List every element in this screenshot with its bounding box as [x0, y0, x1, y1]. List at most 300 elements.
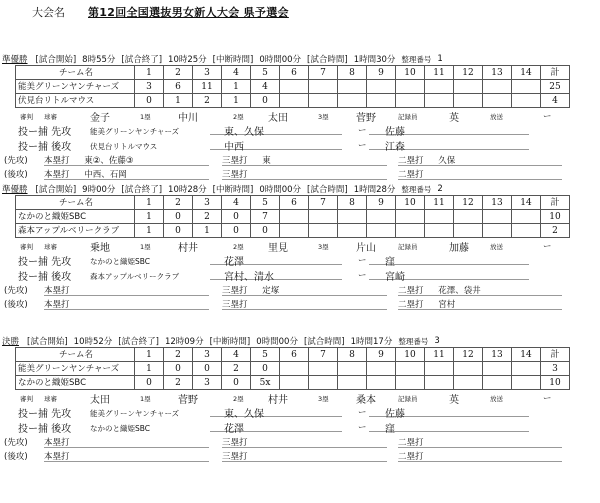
third-base-umpire: 片山 — [356, 243, 376, 254]
inning-score: 1 — [222, 94, 251, 108]
recorder-label: 記録員 — [398, 395, 418, 403]
double-players: 宮村 — [438, 300, 456, 310]
interrupt-time: 0時間00分 — [256, 337, 298, 347]
inning-score — [483, 224, 512, 238]
total-score: 3 — [541, 362, 570, 376]
end-time: 12時09分 — [164, 337, 204, 347]
triple-label: 三塁打 — [222, 170, 248, 180]
inning-score — [512, 94, 541, 108]
inning-score: 7 — [251, 210, 280, 224]
inning-score: 5x — [251, 376, 280, 390]
inning-score — [483, 80, 512, 94]
total-score: 25 — [541, 80, 570, 94]
duration-time: 1時間28分 — [353, 185, 396, 195]
battery-label: 投ー捕 先攻 — [18, 127, 72, 138]
second-base-label: 2塁 — [233, 395, 244, 403]
side-label: (先攻) — [4, 438, 28, 448]
home-run-field — [44, 436, 209, 448]
inning-header: 3 — [193, 66, 222, 80]
second-base-umpire: 里見 — [268, 243, 288, 254]
inning-header: 14 — [512, 196, 541, 210]
inning-score — [338, 362, 367, 376]
inning-score — [425, 224, 454, 238]
inning-score: 0 — [251, 224, 280, 238]
first-base-umpire: 菅野 — [178, 395, 198, 406]
inning-header: 11 — [425, 196, 454, 210]
home-run-field — [44, 298, 209, 310]
third-base-label: 3塁 — [318, 243, 329, 251]
home-run-field — [44, 450, 209, 462]
plate-umpire: 乗地 — [90, 243, 110, 254]
inning-score — [280, 376, 309, 390]
home-run-label: 本塁打 — [44, 170, 70, 180]
serial-number: 1 — [437, 54, 443, 64]
inning-score — [338, 210, 367, 224]
umpire-row — [0, 240, 600, 252]
broadcast-label: 放送 — [490, 395, 503, 403]
inning-header: 10 — [396, 196, 425, 210]
inning-score — [454, 80, 483, 94]
battery-row — [0, 254, 600, 266]
side-label: (先攻) — [4, 286, 28, 296]
hits-row — [0, 298, 600, 310]
first-base-label: 1塁 — [140, 243, 151, 251]
hits-row — [0, 168, 600, 180]
battery-row — [0, 269, 600, 281]
serial-label: 整理番号 — [398, 336, 429, 346]
pitchers: 宮村、清水 — [210, 268, 342, 280]
umpire-label: 審判 — [20, 243, 33, 251]
first-base-label: 1塁 — [140, 395, 151, 403]
recorder-name: 英 — [449, 113, 459, 124]
inning-header: 8 — [338, 196, 367, 210]
home-run-label: 本塁打 — [44, 156, 70, 166]
inning-score — [367, 376, 396, 390]
inning-score — [338, 94, 367, 108]
inning-header: 14 — [512, 66, 541, 80]
battery-dash: ー — [358, 126, 367, 136]
inning-score — [512, 210, 541, 224]
interrupt-time: 0時間00分 — [259, 55, 302, 65]
inning-score — [512, 80, 541, 94]
home-run-label: 本塁打 — [44, 300, 70, 310]
inning-header: 5 — [251, 348, 280, 362]
total-header: 計 — [541, 196, 570, 210]
inning-score: 1 — [135, 224, 164, 238]
scoreboard — [15, 65, 570, 108]
document-title — [32, 4, 289, 22]
double-field — [398, 298, 562, 310]
total-score: 10 — [541, 210, 570, 224]
scoreboard — [15, 195, 570, 238]
hits-row — [0, 284, 600, 296]
end-label: [試合終了] — [118, 337, 159, 347]
inning-header: 10 — [396, 348, 425, 362]
double-field — [398, 284, 562, 296]
catcher: 江森 — [369, 138, 529, 150]
inning-header: 13 — [483, 196, 512, 210]
team-name: 森本アップルベリークラブ — [16, 224, 135, 238]
inning-score — [338, 80, 367, 94]
broadcast-label: 放送 — [490, 113, 503, 121]
serial-number: 3 — [434, 336, 440, 346]
inning-score — [338, 376, 367, 390]
inning-header: 1 — [135, 196, 164, 210]
inning-header: 10 — [396, 66, 425, 80]
recorder-name: 加藤 — [449, 243, 469, 254]
triple-label: 三塁打 — [222, 300, 248, 310]
inning-score — [483, 362, 512, 376]
inning-score: 0 — [164, 224, 193, 238]
battery-label: 投ー捕 後攻 — [18, 424, 72, 435]
duration-label: [試合時間] — [307, 55, 348, 65]
inning-score — [454, 210, 483, 224]
inning-score — [454, 376, 483, 390]
double-label: 二塁打 — [398, 300, 424, 310]
triple-field — [222, 168, 387, 180]
inning-header: 11 — [425, 66, 454, 80]
game-block — [0, 335, 600, 475]
scoreboard-header-row — [16, 196, 570, 210]
battery-row — [0, 421, 600, 433]
plate-umpire: 太田 — [90, 395, 110, 406]
triple-field — [222, 298, 387, 310]
team-score-row — [16, 376, 570, 390]
start-time: 8時55分 — [82, 55, 116, 65]
inning-score — [396, 376, 425, 390]
inning-header: 13 — [483, 66, 512, 80]
game-header — [2, 335, 446, 347]
home-run-field — [44, 154, 209, 166]
broadcast-name: ー — [543, 394, 552, 404]
inning-header: 2 — [164, 66, 193, 80]
third-base-umpire: 菅野 — [356, 113, 376, 124]
battery-team: 能美グリーンヤンチャーズ — [90, 409, 180, 418]
inning-score: 1 — [222, 80, 251, 94]
team-name: 伏見台リトルマウス — [16, 94, 135, 108]
inning-score — [454, 224, 483, 238]
triple-field — [222, 436, 387, 448]
battery-team: 能美グリーンヤンチャーズ — [90, 127, 180, 136]
triple-field — [222, 450, 387, 462]
interrupt-label: [中断時間] — [209, 337, 251, 347]
inning-score — [280, 362, 309, 376]
battery-dash: ー — [358, 256, 367, 266]
plate-label: 球審 — [44, 113, 57, 121]
hits-row — [0, 154, 600, 166]
inning-score: 1 — [135, 362, 164, 376]
double-label: 二塁打 — [398, 438, 424, 448]
double-field — [398, 168, 562, 180]
umpire-label: 審判 — [20, 395, 33, 403]
home-run-label: 本塁打 — [44, 438, 70, 448]
inning-header: 9 — [367, 196, 396, 210]
second-base-umpire: 村井 — [268, 395, 288, 406]
game-round: 準優勝 — [2, 185, 28, 195]
plate-label: 球審 — [44, 243, 57, 251]
battery-row — [0, 406, 600, 418]
inning-score: 0 — [193, 362, 222, 376]
inning-score: 4 — [251, 80, 280, 94]
pitchers: 東、久保 — [210, 123, 342, 135]
inning-score — [425, 376, 454, 390]
serial-label: 整理番号 — [401, 184, 432, 194]
home-run-field — [44, 168, 209, 180]
catcher: 窪 — [369, 253, 529, 265]
inning-score: 11 — [193, 80, 222, 94]
inning-score: 2 — [193, 94, 222, 108]
inning-score — [483, 376, 512, 390]
hits-row — [0, 436, 600, 448]
inning-header: 11 — [425, 348, 454, 362]
battery-label: 投ー捕 先攻 — [18, 409, 72, 420]
second-base-label: 2塁 — [233, 113, 244, 121]
pitchers: 中西 — [210, 138, 342, 150]
inning-header: 3 — [193, 196, 222, 210]
inning-header: 6 — [280, 66, 309, 80]
double-field — [398, 450, 562, 462]
umpire-row — [0, 110, 600, 122]
catcher: 佐藤 — [369, 123, 529, 135]
start-label: [試合開始] — [35, 55, 77, 65]
inning-header: 7 — [309, 196, 338, 210]
inning-header: 13 — [483, 348, 512, 362]
total-header: 計 — [541, 348, 570, 362]
inning-score: 1 — [135, 210, 164, 224]
double-label: 二塁打 — [398, 286, 424, 296]
battery-dash: ー — [358, 423, 367, 433]
inning-header: 5 — [251, 196, 280, 210]
game-header — [2, 53, 449, 65]
battery-dash: ー — [358, 271, 367, 281]
inning-header: 7 — [309, 348, 338, 362]
inning-header: 4 — [222, 66, 251, 80]
home-run-players: 中西、石岡 — [84, 170, 127, 180]
home-run-players: 東②、佐藤③ — [84, 156, 134, 166]
inning-header: 9 — [367, 348, 396, 362]
recorder-name: 英 — [449, 395, 459, 406]
team-score-row — [16, 210, 570, 224]
inning-header: 4 — [222, 348, 251, 362]
battery-row — [0, 124, 600, 136]
scoreboard-header-row — [16, 66, 570, 80]
inning-score — [512, 376, 541, 390]
plate-umpire: 金子 — [90, 113, 110, 124]
battery-team: なかのと織姫SBC — [90, 257, 151, 266]
team-score-row — [16, 362, 570, 376]
triple-label: 三塁打 — [222, 156, 248, 166]
triple-players: 東 — [262, 156, 271, 166]
double-players: 花澤、袋井 — [438, 286, 481, 296]
double-players: 久保 — [438, 156, 456, 166]
inning-score — [309, 224, 338, 238]
recorder-label: 記録員 — [398, 113, 418, 121]
inning-score: 3 — [135, 80, 164, 94]
team-name: 能美グリーンヤンチャーズ — [16, 362, 135, 376]
start-time: 10時52分 — [73, 337, 113, 347]
battery-label: 投ー捕 先攻 — [18, 257, 72, 268]
inning-score — [309, 362, 338, 376]
team-name: なかのと織姫SBC — [16, 210, 135, 224]
inning-score: 0 — [135, 94, 164, 108]
umpire-label: 審判 — [20, 113, 33, 121]
inning-score: 0 — [135, 376, 164, 390]
duration-label: [試合時間] — [307, 185, 348, 195]
inning-score — [396, 224, 425, 238]
inning-score: 2 — [193, 210, 222, 224]
double-label: 二塁打 — [398, 170, 424, 180]
start-label: [試合開始] — [35, 185, 77, 195]
inning-score — [280, 94, 309, 108]
end-label: [試合終了] — [121, 185, 163, 195]
inning-score — [367, 362, 396, 376]
pitchers: 花澤 — [210, 253, 342, 265]
second-base-label: 2塁 — [233, 243, 244, 251]
inning-header: 7 — [309, 66, 338, 80]
inning-score: 0 — [251, 94, 280, 108]
inning-header: 2 — [164, 348, 193, 362]
title-label: 大会名 — [32, 6, 65, 19]
inning-header: 2 — [164, 196, 193, 210]
double-field — [398, 154, 562, 166]
recorder-label: 記録員 — [398, 243, 418, 251]
inning-score: 1 — [164, 94, 193, 108]
inning-header: 12 — [454, 196, 483, 210]
double-label: 二塁打 — [398, 156, 424, 166]
side-label: (後攻) — [4, 300, 28, 310]
battery-team: なかのと織姫SBC — [90, 424, 151, 433]
serial-number: 2 — [437, 184, 443, 194]
start-time: 9時00分 — [82, 185, 116, 195]
duration-time: 1時間17分 — [350, 337, 393, 347]
end-time: 10時28分 — [168, 185, 207, 195]
third-base-label: 3塁 — [318, 113, 329, 121]
inning-header: 8 — [338, 66, 367, 80]
inning-score: 0 — [164, 210, 193, 224]
game-round: 決勝 — [2, 337, 20, 347]
home-run-field — [44, 284, 209, 296]
duration-label: [試合時間] — [303, 337, 345, 347]
game-block — [0, 183, 600, 323]
third-base-umpire: 桑本 — [356, 395, 376, 406]
pitchers: 花澤 — [210, 420, 342, 432]
battery-label: 投ー捕 後攻 — [18, 272, 72, 283]
interrupt-label: [中断時間] — [212, 55, 254, 65]
side-label: (後攻) — [4, 452, 28, 462]
double-field — [398, 436, 562, 448]
double-label: 二塁打 — [398, 452, 424, 462]
broadcast-name: ー — [543, 112, 552, 122]
battery-label: 投ー捕 後攻 — [18, 142, 72, 153]
umpire-row — [0, 392, 600, 404]
first-base-umpire: 中川 — [178, 113, 198, 124]
inning-score — [367, 210, 396, 224]
inning-score: 0 — [222, 376, 251, 390]
inning-score — [309, 80, 338, 94]
inning-score — [425, 362, 454, 376]
inning-score — [367, 80, 396, 94]
inning-score — [425, 80, 454, 94]
inning-score: 3 — [193, 376, 222, 390]
inning-header: 9 — [367, 66, 396, 80]
scoreboard-header-row — [16, 348, 570, 362]
game-block — [0, 53, 600, 193]
inning-score — [483, 210, 512, 224]
inning-header: 1 — [135, 66, 164, 80]
inning-score — [309, 210, 338, 224]
team-score-row — [16, 94, 570, 108]
inning-header: 12 — [454, 66, 483, 80]
broadcast-name: ー — [543, 242, 552, 252]
total-score: 2 — [541, 224, 570, 238]
inning-score: 6 — [164, 80, 193, 94]
interrupt-label: [中断時間] — [212, 185, 254, 195]
inning-header: 6 — [280, 196, 309, 210]
triple-label: 三塁打 — [222, 286, 248, 296]
inning-score: 2 — [222, 362, 251, 376]
inning-score — [396, 80, 425, 94]
team-score-row — [16, 80, 570, 94]
inning-score: 0 — [164, 362, 193, 376]
duration-time: 1時間30分 — [353, 55, 396, 65]
inning-header: 14 — [512, 348, 541, 362]
inning-score — [396, 210, 425, 224]
broadcast-label: 放送 — [490, 243, 503, 251]
total-score: 4 — [541, 94, 570, 108]
inning-score — [483, 94, 512, 108]
inning-score — [280, 80, 309, 94]
inning-score: 2 — [164, 376, 193, 390]
inning-header: 12 — [454, 348, 483, 362]
inning-score — [338, 224, 367, 238]
inning-score — [280, 224, 309, 238]
second-base-umpire: 太田 — [268, 113, 288, 124]
inning-score: 1 — [193, 224, 222, 238]
inning-header: 4 — [222, 196, 251, 210]
end-label: [試合終了] — [121, 55, 163, 65]
inning-score — [512, 224, 541, 238]
hits-row — [0, 450, 600, 462]
catcher: 窪 — [369, 420, 529, 432]
plate-label: 球審 — [44, 395, 57, 403]
first-base-label: 1塁 — [140, 113, 151, 121]
serial-label: 整理番号 — [401, 54, 432, 64]
game-round: 準優勝 — [2, 55, 28, 65]
start-label: [試合開始] — [27, 337, 68, 347]
team-name: なかのと織姫SBC — [16, 376, 135, 390]
inning-header: 3 — [193, 348, 222, 362]
battery-dash: ー — [358, 141, 367, 151]
team-name-header: チーム名 — [16, 348, 135, 362]
tournament-name: 第12回全国選抜男女新人大会 県予選会 — [88, 6, 289, 19]
triple-field — [222, 284, 387, 296]
catcher: 佐藤 — [369, 405, 529, 417]
battery-row — [0, 139, 600, 151]
inning-score — [309, 94, 338, 108]
battery-dash: ー — [358, 408, 367, 418]
inning-score — [367, 94, 396, 108]
inning-score — [367, 224, 396, 238]
triple-label: 三塁打 — [222, 452, 248, 462]
inning-header: 1 — [135, 348, 164, 362]
total-score: 10 — [541, 376, 570, 390]
battery-team: 森本アップルベリークラブ — [90, 272, 180, 281]
side-label: (先攻) — [4, 156, 28, 166]
triple-label: 三塁打 — [222, 438, 248, 448]
inning-score — [425, 210, 454, 224]
third-base-label: 3塁 — [318, 395, 329, 403]
team-score-row — [16, 224, 570, 238]
